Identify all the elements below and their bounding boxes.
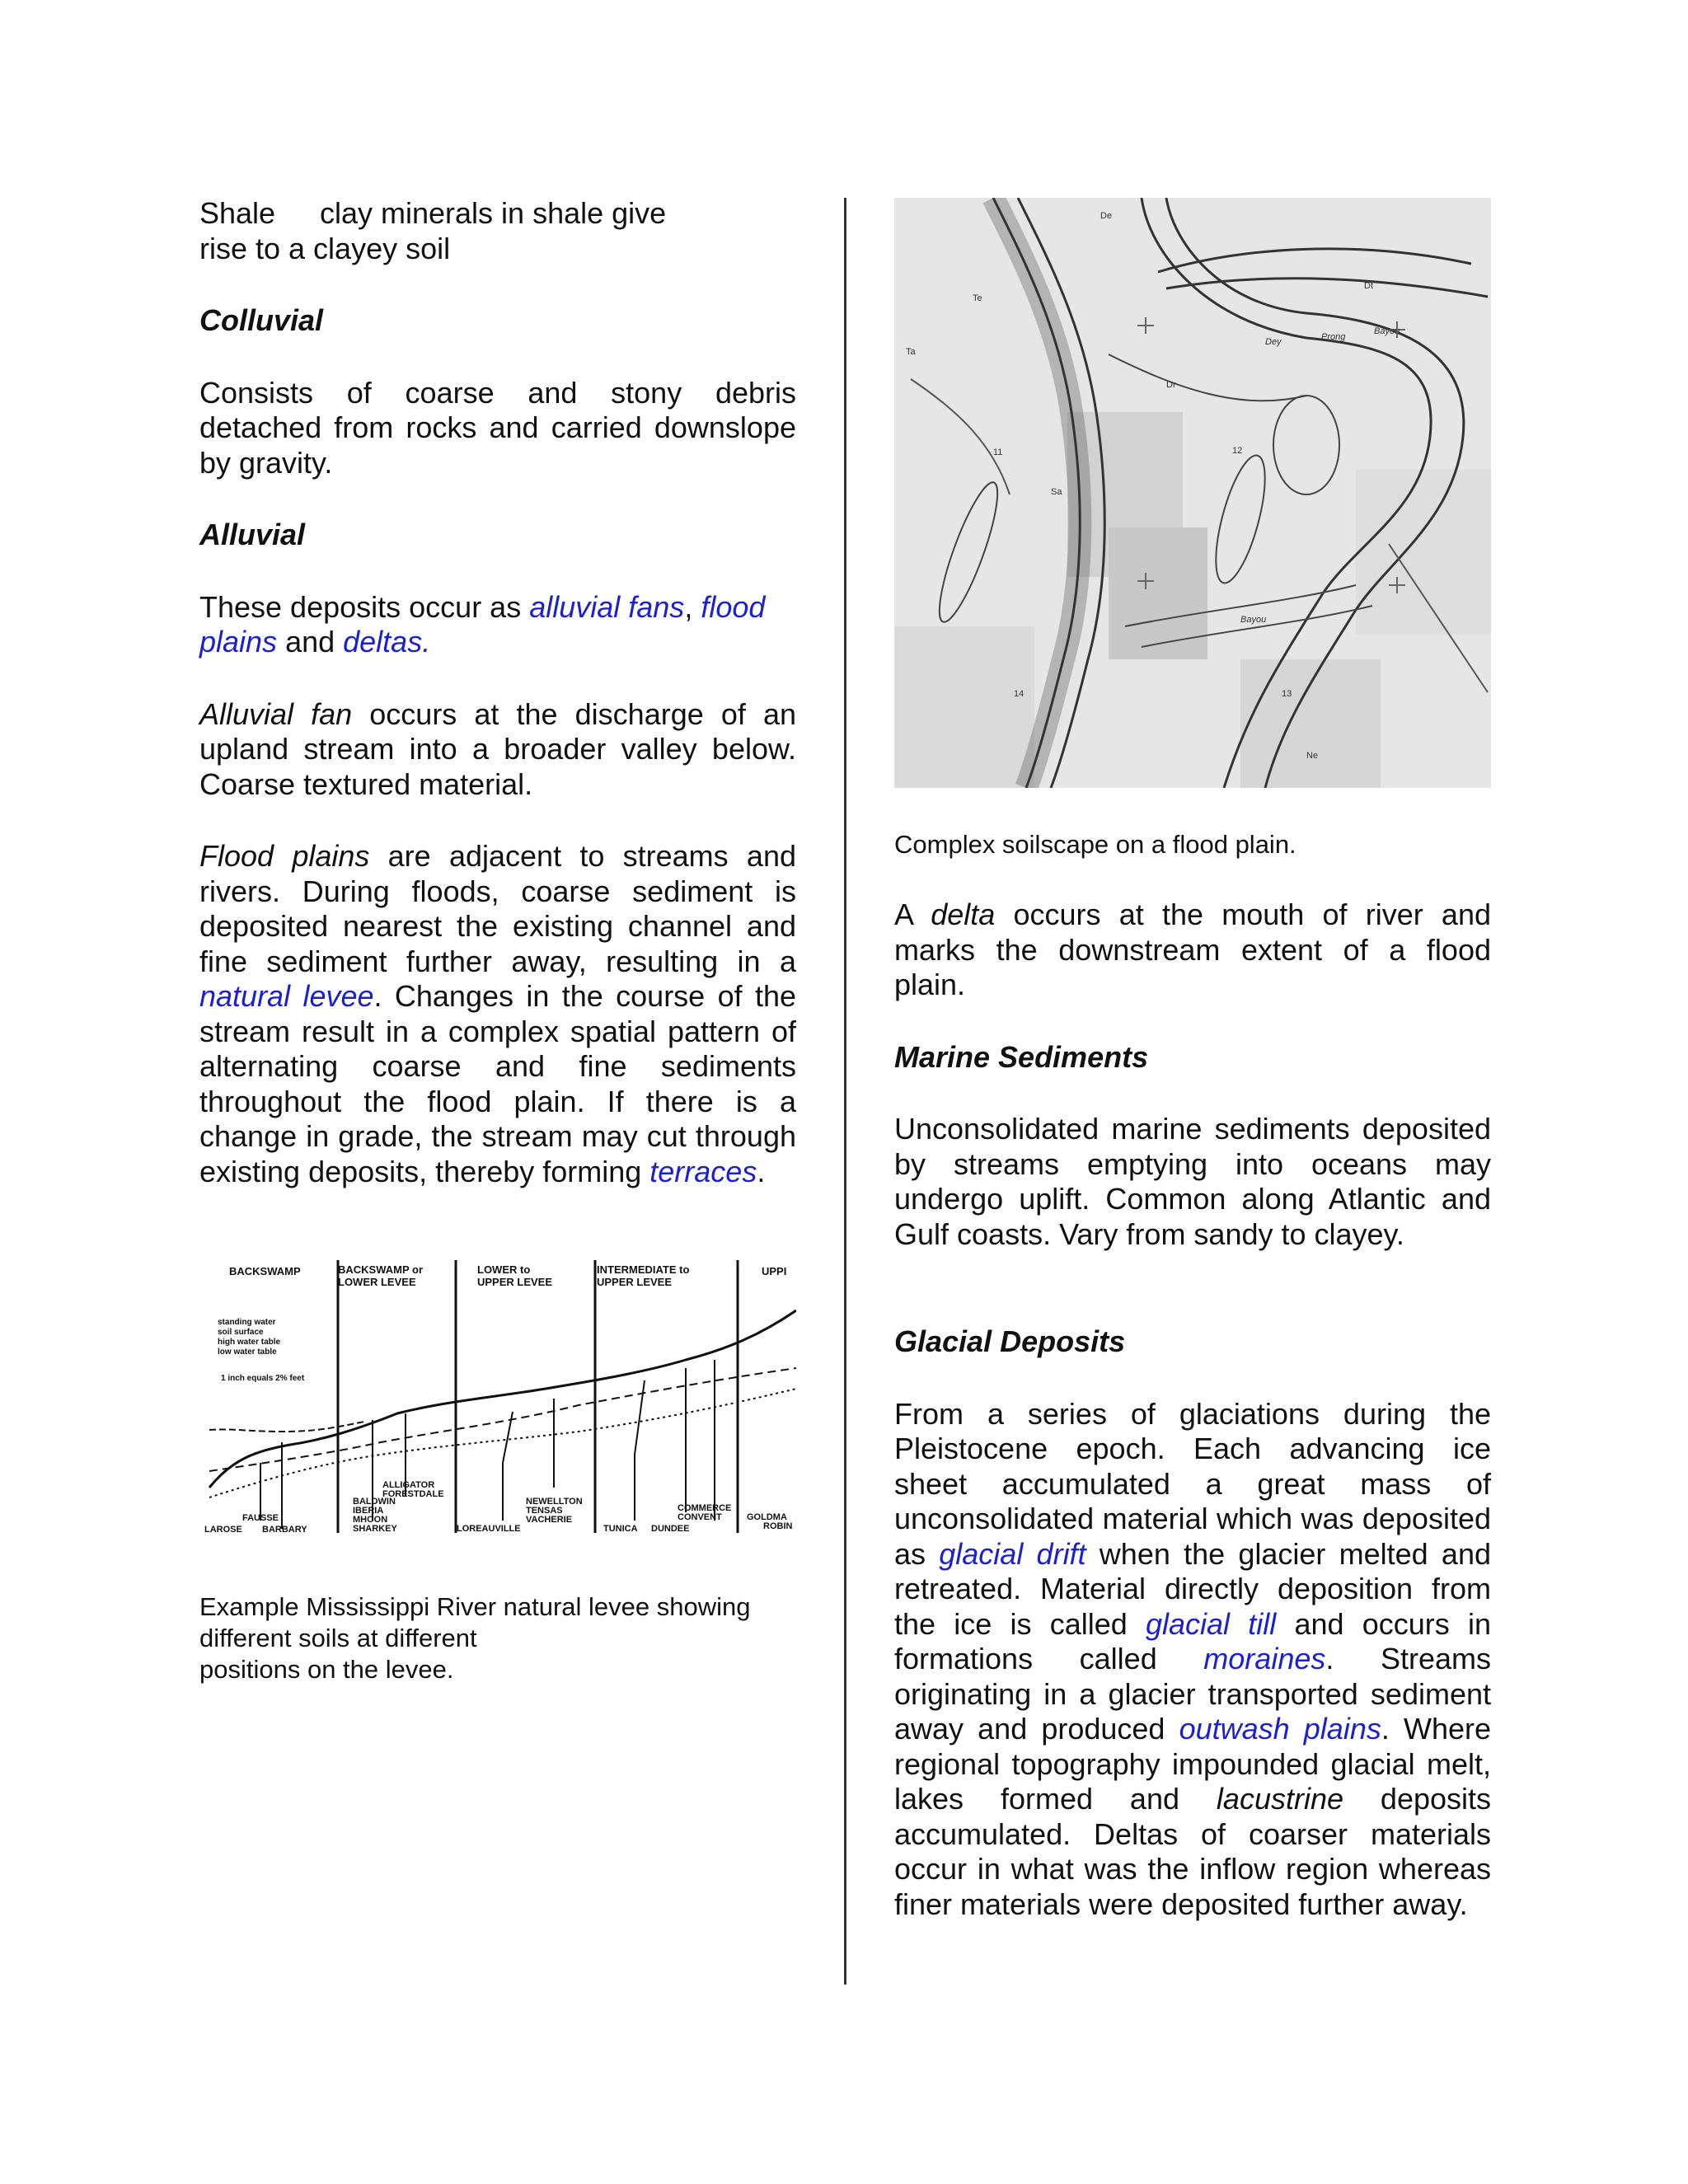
shale-entry [199, 196, 796, 266]
shale-desc-1: clay minerals in shale give [320, 196, 667, 230]
map-label-dt: Dt [1364, 281, 1373, 291]
glacial-till-link[interactable]: glacial till [1145, 1606, 1277, 1641]
shale-term: Shale [199, 196, 276, 230]
glacial-text-3: and occurs in formations called [894, 1606, 1491, 1675]
zone-intermediate-to: INTERMEDIATE to [597, 1263, 690, 1276]
flood-plains-link[interactable]: flood plains [199, 589, 766, 658]
soil-tunica: TUNICA [603, 1524, 638, 1534]
scale-label: 1 inch equals 2% feet [221, 1374, 305, 1383]
zone-backswamp-or: BACKSWAMP or [338, 1263, 424, 1276]
legend-high-water: high water table [218, 1338, 281, 1347]
flood-text-1: are adjacent to streams and rivers. During floods, coarse sediment is deposited nearest the existing channel and fine sediment further away, resulting in a [199, 839, 796, 978]
map-label-13: 13 [1282, 689, 1292, 699]
natural-levee-link[interactable]: natural levee [199, 979, 374, 1013]
shale-desc-2: rise to a clayey soil [199, 231, 451, 265]
map-label-12: 12 [1232, 446, 1243, 456]
zone-upper-levee-2: UPPER LEVEE [597, 1276, 673, 1288]
alluvial-intro-text: These deposits occur as [199, 589, 530, 624]
alluvial-fan-text: occurs at the discharge of an upland stream into a broader valley below. Coarse textured material. [199, 696, 796, 801]
alluvial-heading: Alluvial [199, 518, 306, 551]
zone-upper-cut: UPPI [762, 1265, 787, 1277]
soil-iberia: IBERIA [353, 1506, 384, 1516]
colluvial-paragraph: Consists of coarse and stony debris detached from rocks and carried downslope by gravity. [199, 375, 796, 480]
legend-standing-water: standing water [218, 1318, 276, 1327]
deltas-period: . [422, 625, 431, 658]
delta-term: delta [931, 898, 996, 931]
alluvial-intro [199, 590, 796, 660]
map-label-14: 14 [1014, 689, 1025, 699]
soil-robin: ROBIN [763, 1521, 793, 1531]
delta-prefix: A [894, 898, 931, 931]
levee-caption-3: positions on the levee. [199, 1655, 454, 1684]
glacial-heading: Glacial Deposits [894, 1324, 1126, 1358]
delta-text: occurs at the mouth of river and marks the downstream extent of a flood plain. [894, 898, 1491, 1001]
legend-low-water: low water table [218, 1347, 277, 1357]
soil-baldwin: BALDWIN [353, 1497, 396, 1507]
flood-plain-map [894, 198, 1491, 788]
soil-alligator: ALLIGATOR [382, 1480, 435, 1490]
marine-heading: Marine Sediments [894, 1039, 1149, 1074]
levee-cross-section-figure [199, 1257, 796, 1537]
map-label-sa: Sa [1051, 487, 1062, 497]
legend-soil-surface: soil surface [218, 1328, 264, 1337]
glacial-text-1: From a series of glaciations during the Pleistocene epoch. Each advancing ice sheet accumulated a great mass of unconsolidated material which was deposited as [894, 1396, 1491, 1571]
alluvial-fan-paragraph [199, 697, 796, 803]
soil-barbary: BARBARY [262, 1525, 307, 1535]
delta-paragraph [894, 898, 1491, 1003]
glacial-text-4: . Streams originating in a glacier transported sediment away and produced [894, 1642, 1491, 1746]
soil-dundee: DUNDEE [651, 1524, 690, 1534]
soil-map-image [894, 198, 1491, 788]
and-text: and [277, 625, 344, 658]
colluvial-heading: Colluvial [199, 303, 324, 337]
glacial-text-2: when the glacier melted and retreated. Material directly deposition from the ice is called [894, 1536, 1491, 1641]
map-label-prong: Prong [1321, 332, 1346, 342]
zone-upper-levee: UPPER LEVEE [477, 1276, 553, 1288]
soil-mhoon: MHOON [353, 1515, 388, 1525]
outwash-plains-link[interactable]: outwash plains [1179, 1712, 1381, 1746]
soil-fausse: FAUSSE [242, 1513, 279, 1523]
alluvial-fans-link[interactable]: alluvial fans [529, 589, 685, 624]
map-label-te: Te [973, 293, 982, 303]
left-column [199, 196, 796, 1685]
glacial-paragraph [894, 1397, 1491, 1923]
soil-convent: CONVENT [678, 1512, 722, 1522]
zone-lower-levee: LOWER LEVEE [338, 1276, 416, 1288]
levee-caption [199, 1591, 796, 1685]
marine-paragraph: Unconsolidated marine sediments deposited by streams emptying into oceans may undergo uplift. Common along Atlantic and Gulf coasts. Vary from sandy to clayey. [894, 1112, 1491, 1251]
glacial-drift-link[interactable]: glacial drift [939, 1536, 1086, 1571]
terraces-link[interactable]: terraces [649, 1154, 757, 1188]
map-label-11: 11 [993, 448, 1003, 457]
soil-goldma: GOLDMA [747, 1512, 787, 1522]
soil-sharkey: SHARKEY [353, 1524, 397, 1534]
map-caption: Complex soilscape on a flood plain. [894, 830, 1296, 859]
map-label-dey: Dey [1265, 337, 1282, 347]
right-column [894, 198, 1491, 1922]
moraines-link[interactable]: moraines [1203, 1642, 1326, 1675]
map-label-ta: Ta [906, 347, 916, 357]
alluvial-fan-term: Alluvial fan [199, 696, 353, 731]
soil-tensas: TENSAS [526, 1506, 563, 1516]
map-label-de: De [1100, 211, 1113, 221]
comma-text: , [684, 589, 701, 624]
soil-newellton: NEWELLTON [526, 1497, 583, 1507]
soil-forestdale: FORESTDALE [382, 1489, 444, 1499]
map-label-ne: Ne [1306, 751, 1319, 761]
zone-lower-to: LOWER to [477, 1263, 531, 1276]
map-label-bayou-1: Bayou [1374, 326, 1400, 336]
soil-loreauville: LOREAUVILLE [457, 1524, 521, 1534]
levee-caption-1: Example Mississippi River natural levee showing [199, 1592, 751, 1621]
map-label-bayou-2: Bayou [1240, 615, 1267, 625]
flood-end-period: . [757, 1154, 766, 1188]
soil-vacherie: VACHERIE [526, 1515, 573, 1525]
soil-commerce: COMMERCE [678, 1503, 732, 1513]
soil-larose: LAROSE [204, 1525, 242, 1535]
levee-diagram [199, 1257, 796, 1537]
glacial-text-5: . Where regional topography impounded glacial melt, lakes formed and [894, 1712, 1491, 1816]
deltas-link[interactable]: deltas [343, 625, 423, 658]
zone-backswamp: BACKSWAMP [229, 1265, 301, 1277]
column-divider [844, 198, 846, 1985]
map-label-dr: Dr [1166, 380, 1176, 390]
flood-text-2: . Changes in the course of the stream result in a complex spatial pattern of alternating coarse and fine sediments throughout the flood plain. If there is a change in grade, the stream may cut through existing deposits, thereby forming [199, 979, 797, 1188]
flood-plains-term: Flood plains [199, 839, 370, 873]
glacial-text-6: deposits accumulated. Deltas of coarser materials occur in what was the inflow region whereas finer materials were deposited further away. [894, 1782, 1492, 1921]
lacustrine-term: lacustrine [1216, 1782, 1343, 1816]
flood-plains-paragraph [199, 839, 796, 1189]
levee-caption-2: different soils at different [199, 1624, 477, 1652]
